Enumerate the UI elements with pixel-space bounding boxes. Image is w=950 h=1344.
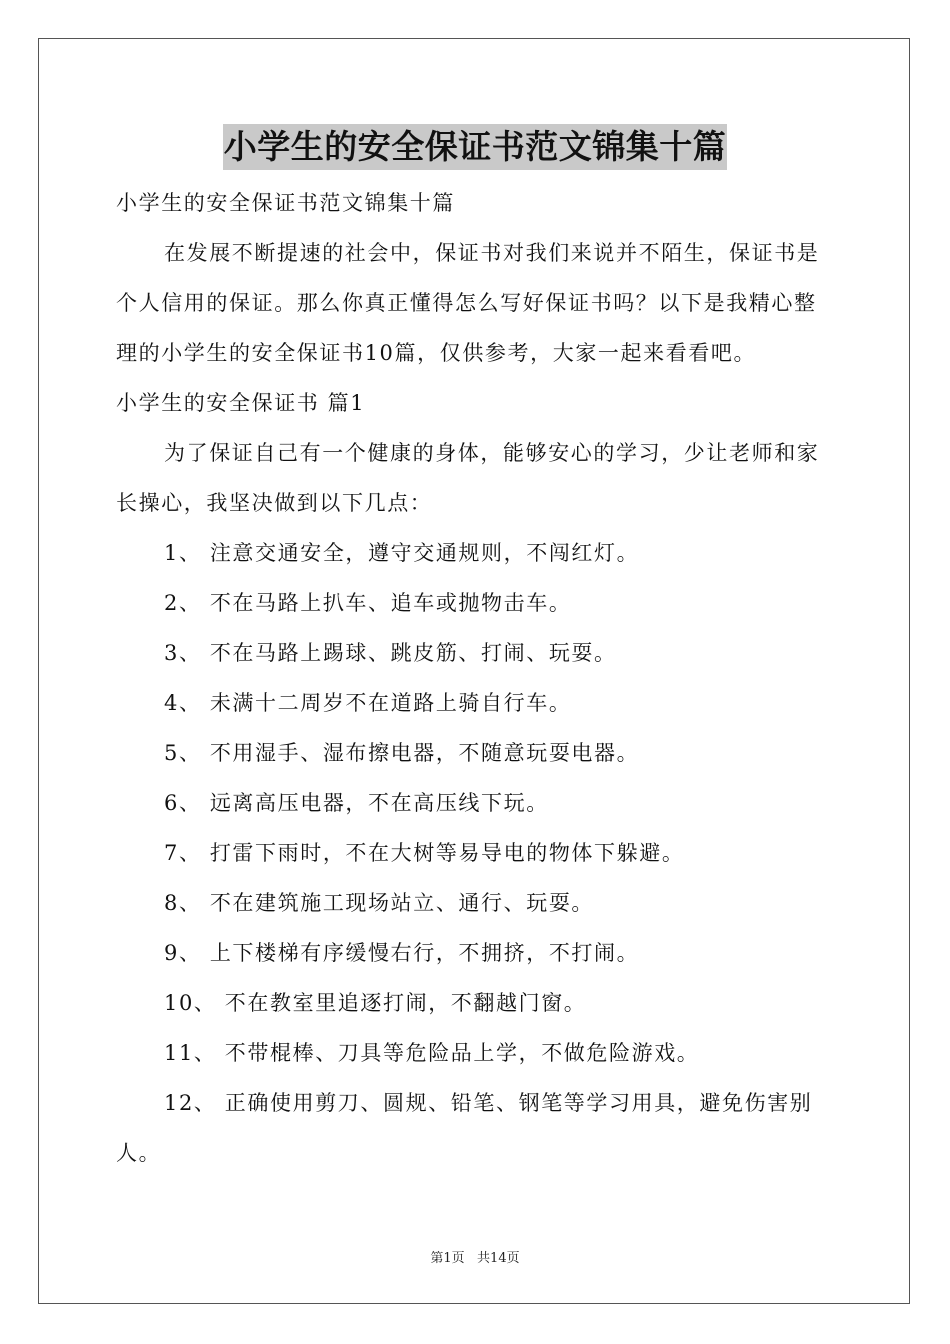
list-item: 11、 不带棍棒、刀具等危险品上学，不做危险游戏。 — [164, 1041, 700, 1065]
list-item: 3、 不在马路上踢球、跳皮筋、打闹、玩耍。 — [164, 641, 617, 665]
section-intro-paragraph: 为了保证自己有一个健康的身体，能够安心的学习，少让老师和家长操心，我坚决做到以下几点： — [116, 441, 820, 515]
list-item: 5、 不用湿手、湿布擦电器，不随意玩耍电器。 — [164, 741, 640, 765]
list-item: 4、 未满十二周岁不在道路上骑自行车。 — [164, 691, 572, 715]
page-footer — [0, 1247, 950, 1266]
document-subtitle: 小学生的安全保证书范文锦集十篇 — [116, 191, 455, 215]
page-number: 第1页 共14页 — [430, 1251, 520, 1266]
list-item: 12、 正确使用剪刀、圆规、铅笔、钢笔等学习用具，避免伤害别人。 — [116, 1091, 813, 1165]
title-container — [0, 124, 950, 170]
list-item: 9、 上下楼梯有序缓慢右行，不拥挤，不打闹。 — [164, 941, 640, 965]
document-title: 小学生的安全保证书范文锦集十篇 — [223, 124, 728, 170]
list-item: 10、 不在教室里追逐打闹，不翻越门窗。 — [164, 991, 587, 1015]
intro-paragraph: 在发展不断提速的社会中，保证书对我们来说并不陌生，保证书是个人信用的保证。那么你真正懂得怎么写好保证书吗？以下是我精心整理的小学生的安全保证书10篇，仅供参考，大家一起来看看吧。 — [116, 241, 820, 365]
section-heading: 小学生的安全保证书 篇1 — [116, 391, 366, 415]
document-body — [116, 178, 836, 1178]
list-item: 2、 不在马路上扒车、追车或抛物击车。 — [164, 591, 572, 615]
list-item: 1、 注意交通安全，遵守交通规则，不闯红灯。 — [164, 541, 640, 565]
list-item: 8、 不在建筑施工现场站立、通行、玩耍。 — [164, 891, 595, 915]
list-item: 6、 远离高压电器，不在高压线下玩。 — [164, 791, 549, 815]
list-item: 7、 打雷下雨时，不在大树等易导电的物体下躲避。 — [164, 841, 685, 865]
